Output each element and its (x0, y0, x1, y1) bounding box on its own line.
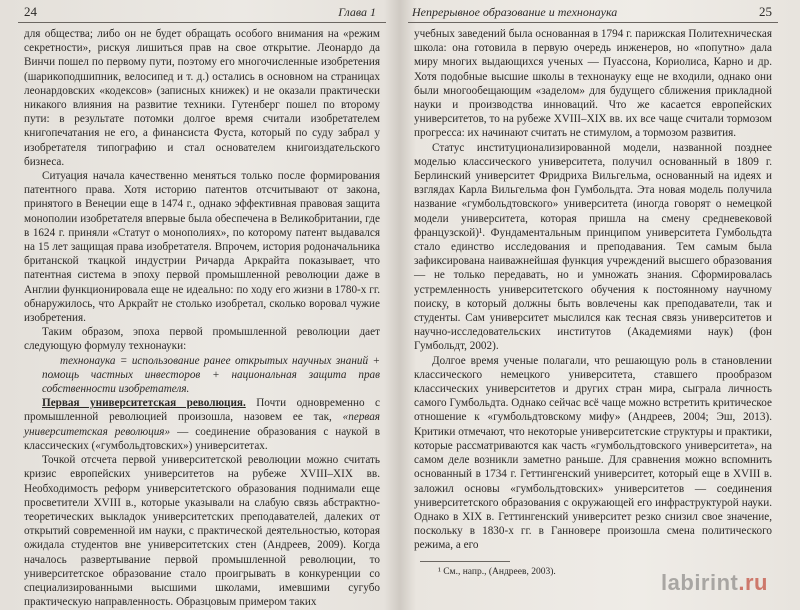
labirint-watermark (661, 570, 768, 596)
watermark-suffix: .ru (738, 570, 768, 595)
technoscience-formula: технонаука = использование ранее открытых научных знаний + помощь частных инвесторов + национальная защита прав собственности изобретателя. (42, 354, 380, 396)
right-page-body (408, 23, 778, 579)
right-paragraph-3: Долгое время ученые полагали, что решающую роль в становлении классического немецкого университета, ставшего прообразом классических университетов и других стран мира, сыграла личность самого Гумбольдта. Однако сейчас всё чаще можно встретить критическое отношение к «гумбольдтовскому мифу» (Андреев, 2004; Эш, 2013). Критики отмечают, что некоторые университетские структуры и практики, которые рассматриваются как часть «гумбольдтовского университета», на самом деле возникли заметно раньше. Для сравнения можно вспомнить основанный в 1734 г. Геттингенский университет, который еще в XVIII в. заложил основы «гумбольдтовских» университетов — соединения университетского образования с окружающей его инфраструктурой науки. Однако в XIX в. Геттингенский университет резко снизил свое значение, поскольку в 1830-х гг. в Ганновере произошла смена политического режима, а его (414, 354, 772, 552)
section-text-2: — соединение образования с наукой в классических («гумбольдтовских») университетах. (24, 425, 381, 452)
left-page-number: 24 (24, 4, 37, 19)
right-running-head (408, 0, 778, 23)
left-paragraph-1: для общества; либо он не будет обращать особого внимания на «режим секретности», рискуя лишиться прав на свое открытие. Леонардо да Винчи пошел по первому пути, поэтому его многочисленные изобретения (шарикоподшипник, велосипед и т. д.) остались в основном на страницах леонардовских «кодексов» (записных книжек) и не оказали практически никакого влияния на развитие техники. Гутенберг пошел по второму пути: в результате потомки долгое время считали изобретателем книгопечатания не его, а финансиста Фуста, который по суду забрал у изобретателя типографию и стал основателем книгоиздательского бизнеса. (24, 28, 380, 168)
section-emphasis: «первая университетская революция» (24, 411, 380, 438)
section-title: Первая университетская революция. (42, 397, 246, 410)
section-paragraph (24, 396, 380, 453)
left-paragraph-3: Таким образом, эпоха первой промышленной революции дает следующую формулу технонауки: (24, 326, 380, 353)
left-page-body (18, 23, 386, 609)
left-running-head (18, 0, 386, 23)
left-page (18, 0, 386, 610)
left-paragraph-2: Ситуация начала качественно меняться только после формирования патентного права. Хотя историю патентов отсчитывают от закона, принятого в Венеции еще в 1474 г., однако эффективная правовая защита монополии изобретателя впервые была обеспечена в Великобритании, где в 1624 г. приняли «Статут о монополиях», по которому патент выдавался на 15 лет защищая права изобретателя. Впрочем, история родоначальника британской ткацкой индустрии Ричарда Аркрайта показывает, что патентная система в эпоху первой промышленной революции даже в Англии функционировала еще не идеально: по ходу его жизни в 1780-х гг. обнаружилось, что Аркрайт не столько изобретал, сколько воровал чужие изобретения. (24, 170, 380, 325)
left-paragraph-last: Точкой отсчета первой университетской революции можно считать кризис европейских университетов на рубеже XVIII–XIX вв. Необходимость реформ университетского образования поднимали еще просветители XVIII в., которые указывали на слабую связь абстрактно-теоретических выкладок университетских преподавателей, далеких от открытий современной им науки, с практической деятельностью, которая ожидала студентов вне университетских стен (Андреев, 2009). Когда началось развертывание первой промышленной революции, то университетское образование стало проигрывать в конкуренции со специализированными высшими школами, имевшими сугубо практическую направленность. Образцовым примером таких (24, 454, 380, 609)
right-paragraph-1: учебных заведений была основанная в 1794 г. парижская Политехническая школа: она готовила в первую очередь инженеров, но «попутно» дала миру многих выдающихся ученых — Пуассона, Кориолиса, Карно и др. Хотя подобные высшие школы в технонауку еще не входили, однако они были многообещающим «заделом» для будущего сближения прикладной науки и производства инноваций. Что же касается европейских университетов, то на рубеже XVIII–XIX вв. их все чаще считали тормозом прогресса: их начинают считать не стимулом, а тормозом развития. (414, 28, 772, 140)
right-running-title: Непрерывное образование и технонаука (412, 5, 618, 19)
footnote: ¹ См., напр., (Андреев, 2003). (438, 566, 556, 577)
watermark-text: labirint (661, 570, 739, 595)
left-running-title: Глава 1 (338, 5, 376, 19)
right-paragraph-2: Статус институционализированной модели, названной позднее моделью классического университета, получил основанный в 1809 г. Берлинский университет Фридриха Вильгельма, основанный на идеях и взглядах Карла Вильгельма фон Гумбольдта. Эта новая модель получила название «гумбольдтовского» университета (иногда говорят о немецкой модели университета, которая пришла на смену средневековой французской)¹. Фундаментальным принципом университета Гумбольдта стало единство исследования и преподавания. Тем самым была зафиксирована наиважнейшая функция учреждений высшего образования — не только передавать, но и умножать знания. Сформировалась устремленность университетского обучения к постоянному научному поиску, в который должны быть вовлечены как преподаватели, так и студенты. Сам университет мыслился как тесная связь университетов и научно-исследовательских институтов (Академиями наук) (фон Гумбольдт, 2002). (414, 141, 772, 353)
right-page-number: 25 (759, 4, 772, 19)
footnote-divider (420, 561, 510, 562)
right-page (408, 0, 778, 610)
section-text-1: Почти одновременно с промышленной революцией произошла, назовем ее так, (24, 397, 380, 424)
